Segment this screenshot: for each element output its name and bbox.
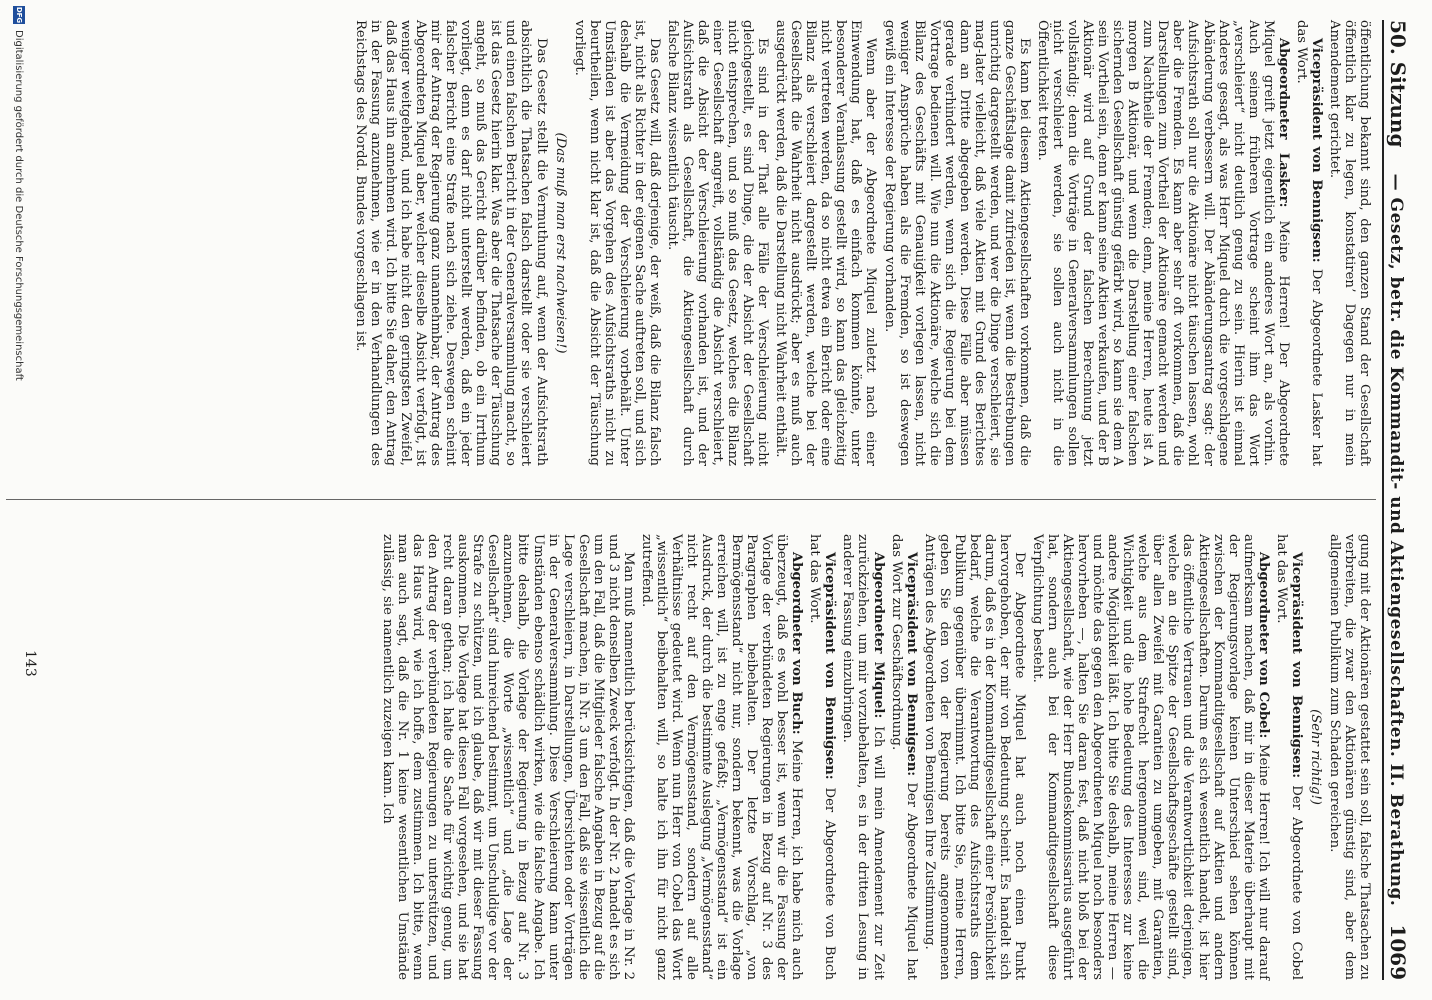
interjection: (Das muß man erst nachweisen!) bbox=[552, 132, 568, 354]
speaker-text: Meine Herren! Ich will nur darauf aufmerksam machen, daß mir in dieser Materie überhaupt mit der Regierungsvorlage keinen Unterschied sehen können zwischen der Kommanditgesellschaft auf Aktien und andern Aktiengesellschaften. Darum es sich wesentlich handelt, ist hier das öffentliche Vertrauen und die Verantwortlichkeit derjenigen, welche an die Spitze der Gesellschaftsgeschäfte gestellt sind, über allen Zweifel mit Garantien zu umgeben, mit Garantien, welche aus dem Strafrecht hergenommen sind, weil die Wichtigkeit und die hohe Bedeutung des Interesses zur keine andere Möglichkeit läßt. Ich bitte Sie deshalb, meine Herren — und möchte das gegen den Abgeordneten Miquel noch besonders hervorheben —, halten Sie daran fest, daß nicht bloß bei der Aktiengesellschaft, wie der Herr Bundeskommissarius ausgeführt hat, sondern auch bei der Kommanditgesellschaft diese Verpflichtung besteht. bbox=[1030, 534, 1271, 980]
speaker-name: Abgeordneter Lasker: bbox=[1275, 38, 1291, 208]
speaker-line bbox=[807, 534, 837, 980]
page-title: — Gesetz, betr. die Kommandit- und Aktiengesellschaften. II. Berathung. bbox=[1386, 173, 1406, 907]
digitization-note bbox=[13, 6, 25, 381]
paragraph: Das Gesetz will, daß derjenige, der weiß, daß die Bilanz falsch ist, nicht als Richter in der eigenen Sache auftreten soll, und sich deshalb die Vermeidung der Verschleierung vorbehält. Unter Umständen ist aber das Vorgehen des Aufsichtsraths nicht zu beurtheilen, wenn nicht klar ist, daß die Absicht der Täuschung vorliegt. bbox=[571, 20, 662, 466]
speaker-line bbox=[889, 534, 919, 980]
speaker-text: Ich will mein Amendement zur Zeit zurückziehen, um mir vorzubehalten, es in der dritten Lesung in anderer Fassung einzubringen. bbox=[840, 534, 886, 980]
column-divider bbox=[6, 499, 1376, 500]
speaker-text: Der Abgeordnete Miquel hat das Wort zur Geschäftsordnung. bbox=[888, 534, 919, 980]
digitization-text: Digitalisierung gefördert durch die Deutsche Forschungsgemeinschaft bbox=[13, 30, 25, 381]
speaker-name: Vicepräsident von Bennigsen: bbox=[903, 552, 919, 777]
speaker-name: Abgeordneter von Cobel: bbox=[1255, 552, 1271, 739]
paragraph: Es sind in der That alle Fälle der Verschleierung nicht gleichgestellt, es sind Dinge, die der Absicht der Gesellschaft nicht entsprechen, und so muß das Gesetz, welches die Bilanz einer Gesellschaft angreift, vollständig die Absicht verschleiert, daß die Absicht der Verschleierung vorhanden ist, und der Aufsichtsrath als Gesellschaft, die Aktiengesellschaft durch falsche Bilanz wissentlich täuscht. bbox=[664, 20, 771, 466]
paragraph: Man muß namentlich berücksichtigen, daß die Vorlage in Nr. 2 und 3 nicht denselben Zweck verfolgt. In der Nr. 2 handelt es sich um den Fall, daß die Mitglieder falsche Angaben in Bezug auf die Gesellschaft machen, in Nr. 3 um den Fall, daß sie wissentlich die Lage verschleiern, in Darstellungen, Übersichten oder Vorträgen in der Generalversammlung. Diese Verschleierung kann unter Umständen ebenso schädlich wirken, wie die falsche Angabe. Ich bitte deshalb, die Vorlage der Regierung in Bezug auf Nr. 3 anzunehmen, die Worte „wissentlich“ und „die Lage der Gesellschaft“ sind hinreichend bestimmt, um Unschuldige vor der Strafe zu schützen, und ich glaube, daß wir mit dieser Fassung auskommen. Die Vorlage hat diesen Fall vorgesehen, und sie hat recht daran gethan; ich halte die Sache für wichtig genug, um den Antrag der verbündeten Regierungen zu unterstützen, und das Haus wird, wie ich hoffe, dem zustimmen. Ich bitte, wenn man auch sagt, daß die Nr. 1 keine wesentlichen Umstände zulässig, sie namentlich zuzeigen kann. Ich bbox=[380, 534, 636, 980]
interjection: (Sehr richtig!) bbox=[1307, 709, 1323, 805]
speaker-name: Vicepräsident von Bennigsen: bbox=[1308, 38, 1324, 263]
speaker-name: Vicepräsident von Bennigsen: bbox=[1288, 552, 1304, 779]
speaker-text: Der Abgeordnete von Cobel hat das Wort. bbox=[1273, 534, 1304, 981]
speaker-line bbox=[1294, 20, 1324, 466]
speaker-name: Abgeordneter Miquel: bbox=[870, 552, 886, 719]
speaker-line bbox=[639, 534, 805, 980]
page-number: 1069 bbox=[1386, 924, 1410, 980]
speaker-text: Der Abgeordnete von Buch hat das Wort. bbox=[807, 534, 838, 980]
speaker-text: Der Abgeordnete Lasker hat das Wort. bbox=[1293, 20, 1324, 466]
speaker-line bbox=[1035, 20, 1291, 466]
session-label: 50. Sitzung bbox=[1386, 20, 1410, 148]
speaker-line bbox=[1030, 534, 1271, 980]
dfg-logo-icon: DFG bbox=[15, 6, 23, 24]
paragraph: Es kann bei diesem Aktiengesellschaften vorkommen, daß die ganze Geschäftslage damit zufrieden ist, wenn die Bestrebungen unrichtig dargestellt werden, und wer die Dinge verschleiert, sie mag-later vielleicht, daß viele Aktien mit Grund des Berichtes dann an Dritte abgegeben werden. Diese Fälle aber müssen gerade verhindert werden, wenn sich die Regierung bei dem Vortrage bedienen will. Wie nun die Aktionäre, welche sich die Bilanz des Geschäfts mit Genauigkeit vorlegen lassen, nicht weniger Ansprüche haben als die Fremden, so ist deswegen gewiß ein Interesse der Regierung vorhanden. bbox=[881, 20, 1032, 466]
left-column bbox=[350, 20, 1372, 466]
page-header bbox=[1382, 20, 1410, 980]
paragraph: Der Abgeordnete Miquel hat auch noch einen Punkt hervorgehoben, der mir von Bedeutung scheint. Es handelt sich darum, daß es in der Kommanditgesellschaft einer Persönlichkeit bedarf, welche die Verantwortung des Aufsichtsraths dem Publikum gegenüber übernimmt. Ich bitte Sie, meine Herren, geben Sie den von der Regierung bereits angenommenen Anträgen des Abgeordneten von Bennigsen Ihre Zustimmung. bbox=[921, 534, 1027, 980]
page-footer-number: 143 bbox=[22, 650, 38, 677]
paragraph: Das Gesetz stellt die Vermuthung auf, wenn der Aufsichtsrath absichtlich die Thatsachen falsch darstellt oder sie verschleiert und einen falschen Bericht in der Generalversammlung macht, so ist das Gesetz hierin klar. Was aber die Thatsache der Täuschung angeht, so muß das Gericht darüber befinden, ob ein Irrthum vorliegt, denn es darf nicht unterstellt werden, daß ein jeder falscher Bericht eine Strafe nach sich ziehe. Deswegen scheint mir der Antrag der Regierung ganz unannehmbar, der Antrag des Abgeordneten Miquel aber, welcher dieselbe Absicht verfolgt, ist weniger weitgehend, und ich habe nicht den geringsten Zweifel, daß das Haus ihn annehmen wird. Ich bitte Sie daher, den Antrag in der Fassung anzunehmen, wie er in den Verhandlungen des Reichstags des Nordd. Bundes vorgeschlagen ist. bbox=[352, 20, 549, 466]
paragraph: Wenn aber der Abgeordnete Miquel zuletzt nach einer Einwendung hat, daß es einfach kommen könnte, unter besonderer Veranlassung gestellt wird, so kann das gleichzeitig nicht vertreten werden, da so nicht etwa ein Bericht oder eine Bilanz als verschleiert dargestellt werden, welche bei der Gesellschaft die Wahrheit nicht ausdrückt; aber es muß auch ausgedrückt werden, daß die Darstellung nicht Wahrheit enthält. bbox=[773, 20, 879, 466]
speaker-name: Abgeordneter von Buch: bbox=[789, 552, 805, 735]
paragraph: gung mit der Aktionären gestattet sein soll, falsche Thatsachen zu verbreiten, die zwar den Aktionären günstig sind, aber dem allgemeinen Publikum zum Schaden gereichen. bbox=[1326, 534, 1372, 980]
right-column bbox=[377, 534, 1372, 980]
speaker-text: Meine Herren, ich habe mich auch überzeugt, daß es wohl besser ist, wenn wir die Fassung der Vorlage der verbündeten Regierungen in Bezug auf Nr. 3 des Paragraphen beibehalten. Der letzte Vorschlag, „von Bermögensstand“ nicht nur, sondern bekennt, was die Vorlage erreichen will, ist zu enge gefaßt; „Vermögensstand“ ist ein Ausdruck, der durch die bestimmte Auslegung „Vermögensstand“ nicht recht auf den Vermögensstand, sondern auf alle Verhältnisse gedeutet wird. Wenn nun Herr von Cobel das Wort „wissentlich“ beibehalten will, so halte ich ihn für nicht ganz zutreffend. bbox=[638, 534, 805, 980]
speaker-line bbox=[840, 534, 885, 980]
speaker-text: Meine Herren! Der Abgeordnete Miquel greift jetzt eigentlich ein anderes Wort an, als vorhin. Auch seinem früheren Vortrage scheint ihm das Wort „verschleiert“ nicht deutlich genug zu sein. Hierin ist einmal Anderes gesagt, als was Herr Miquel durch die vorgeschlagene Abänderung verbessern will. Der Abänderungsantrag sagt: der Aufsichtsrath soll nur die Aktionäre nicht täuschen lassen, wohl aber die Fremden. Es kann aber sehr oft vorkommen, daß die Darstellungen zum Vortheil der Aktionäre gemacht werden und zum Nachtheile der Fremden; denn, meine Herren, heute ist A morgen B Aktionär, und wenn die Darstellung einer falschen sichernden Gesellschaft günstig gefärbt wird, so kann sie dem A sein Vortheil sein, denn er kann seine Aktien verkaufen, und der B Aktionär wird auf Grund der falschen Berechnung jetzt vollständig; denn die Vorträge in Generalversammlungen sollen nicht verschleiert werden, sie sollen auch nicht in die Öffentlichkeit treten. bbox=[1035, 20, 1291, 467]
paragraph: öffentlichung bekannt sind, den ganzen Stand der Gesellschaft öffentlich klar zu legen, konstatirenʼ Dagegen nur in mein Amendement gerichtet. bbox=[1326, 20, 1372, 466]
speaker-name: Vicepräsident von Bennigsen: bbox=[822, 552, 838, 780]
speaker-line bbox=[1274, 534, 1304, 980]
